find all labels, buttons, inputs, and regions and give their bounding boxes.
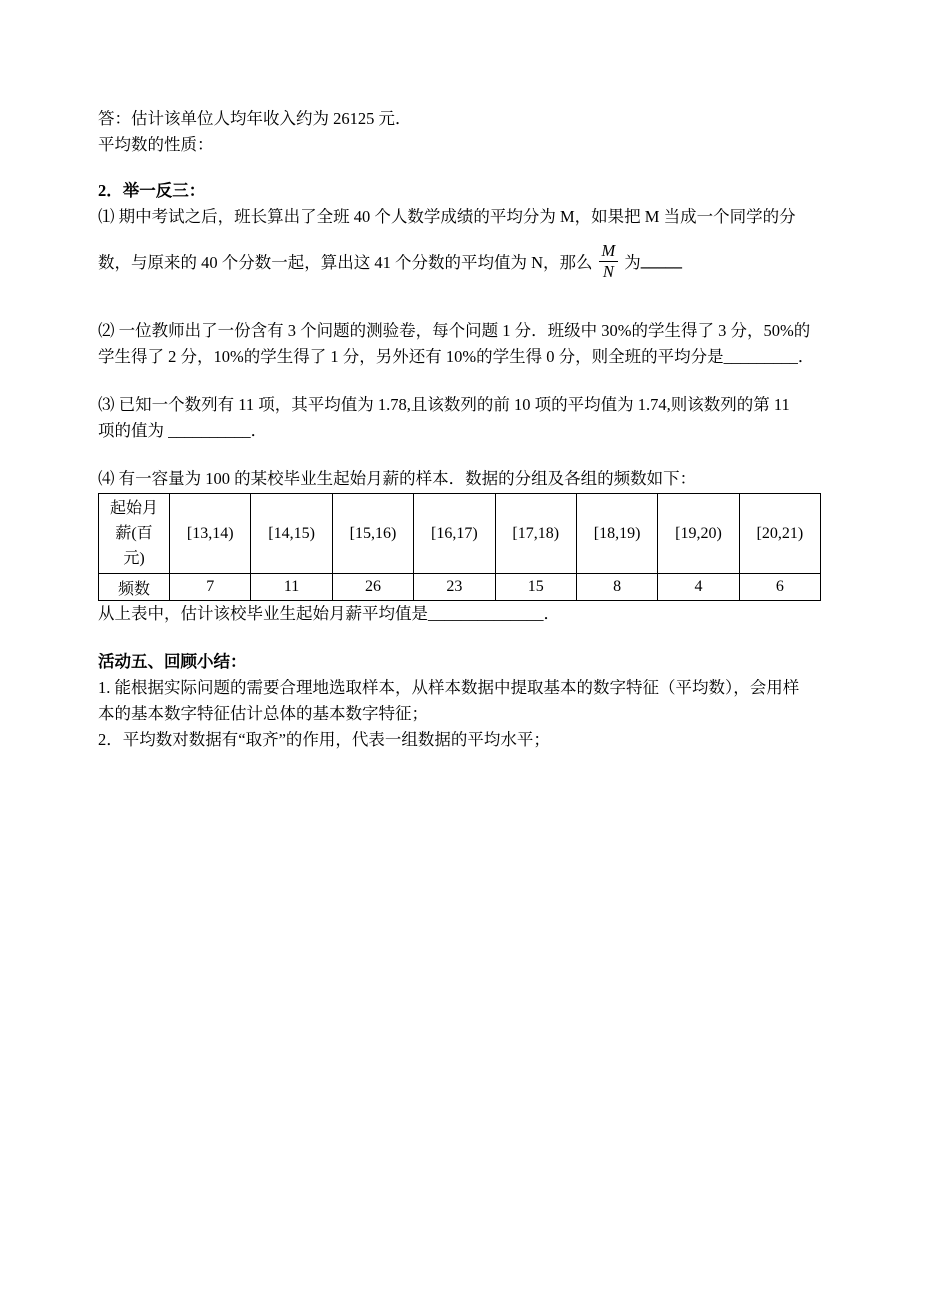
frequency-cell: 23 bbox=[414, 574, 495, 601]
salary-frequency-table bbox=[98, 493, 821, 601]
fraction-numerator: M bbox=[601, 240, 616, 260]
summary-item1-line2: 本的基本数字特征估计总体的基本数字特征； bbox=[98, 704, 428, 723]
frequency-cell: 26 bbox=[332, 574, 413, 601]
frequency-cell: 15 bbox=[495, 574, 576, 601]
interval-cell: [18,19) bbox=[576, 494, 657, 574]
frequency-cell: 4 bbox=[658, 574, 739, 601]
q1-line2 bbox=[98, 230, 854, 292]
q2-line2: 学生得了 2 分，10%的学生得了 1 分，另外还有 10%的学生得 0 分，则全班的平均分是_________． bbox=[98, 347, 815, 366]
q1-line1: ⑴ 期中考试之后，班长算出了全班 40 个人数学成绩的平均分为 M，如果把 M 当成一个同学的分 bbox=[98, 207, 796, 226]
q1-answer-blank: _____ bbox=[640, 251, 683, 270]
q1-line2-suffix: 为 bbox=[624, 253, 641, 272]
summary-item2: 2．平均数对数据有“取齐”的作用，代表一组数据的平均水平； bbox=[98, 730, 550, 749]
section-heading-practice: 2．举一反三： bbox=[98, 181, 206, 200]
answer-text: 答：估计该单位人均年收入约为 26125 元． bbox=[98, 109, 412, 128]
header-line: 薪(百 bbox=[115, 525, 153, 542]
table-row-intervals bbox=[99, 494, 821, 574]
q3-line1: ⑶ 已知一个数列有 11 项，其平均值为 1.78,且该数列的前 10 项的平均值为 1.74,则该数列的第 11 bbox=[98, 395, 790, 414]
interval-cell: [13,14) bbox=[170, 494, 251, 574]
mean-property-label: 平均数的性质： bbox=[98, 135, 214, 154]
header-line: 起始月 bbox=[109, 500, 158, 517]
interval-cell: [19,20) bbox=[658, 494, 739, 574]
fraction-m-over-n bbox=[599, 241, 619, 282]
spacer bbox=[98, 627, 854, 649]
frequency-cell: 11 bbox=[251, 574, 332, 601]
spacer bbox=[98, 158, 854, 178]
frequency-cell: 6 bbox=[739, 574, 820, 601]
q4-after-table: 从上表中，估计该校毕业生起始月薪平均值是______________． bbox=[98, 604, 560, 623]
interval-cell: [16,17) bbox=[414, 494, 495, 574]
frequency-cell: 8 bbox=[576, 574, 657, 601]
header-line: 元) bbox=[123, 550, 145, 567]
q1-line2-text: 数，与原来的 40 个分数一起，算出这 41 个分数的平均值为 N，那么 bbox=[98, 253, 593, 272]
table-row-frequencies bbox=[99, 574, 821, 601]
q2-line1: ⑵ 一位教师出了一份含有 3 个问题的测验卷，每个问题 1 分．班级中 30%的学生得了 3 分，50%的 bbox=[98, 321, 811, 340]
q3-line2: 项的值为 __________． bbox=[98, 421, 268, 440]
q4-line1: ⑷ 有一容量为 100 的某校毕业生起始月薪的样本．数据的分组及各组的频数如下： bbox=[98, 469, 697, 488]
table-header-salary bbox=[99, 494, 170, 574]
interval-cell: [14,15) bbox=[251, 494, 332, 574]
table-header-frequency: 频数 bbox=[99, 574, 170, 601]
interval-cell: [15,16) bbox=[332, 494, 413, 574]
summary-item1-line1: 1. 能根据实际问题的需要合理地选取样本，从样本数据中提取基本的数字特征（平均数），会用样 bbox=[98, 678, 800, 697]
document-page bbox=[98, 106, 854, 753]
fraction-denominator: N bbox=[602, 261, 614, 281]
section-heading-summary: 活动五、回顾小结： bbox=[98, 652, 247, 671]
spacer bbox=[98, 370, 854, 392]
spacer bbox=[98, 292, 854, 318]
interval-cell: [20,21) bbox=[739, 494, 820, 574]
spacer bbox=[98, 444, 854, 466]
interval-cell: [17,18) bbox=[495, 494, 576, 574]
frequency-cell: 7 bbox=[170, 574, 251, 601]
